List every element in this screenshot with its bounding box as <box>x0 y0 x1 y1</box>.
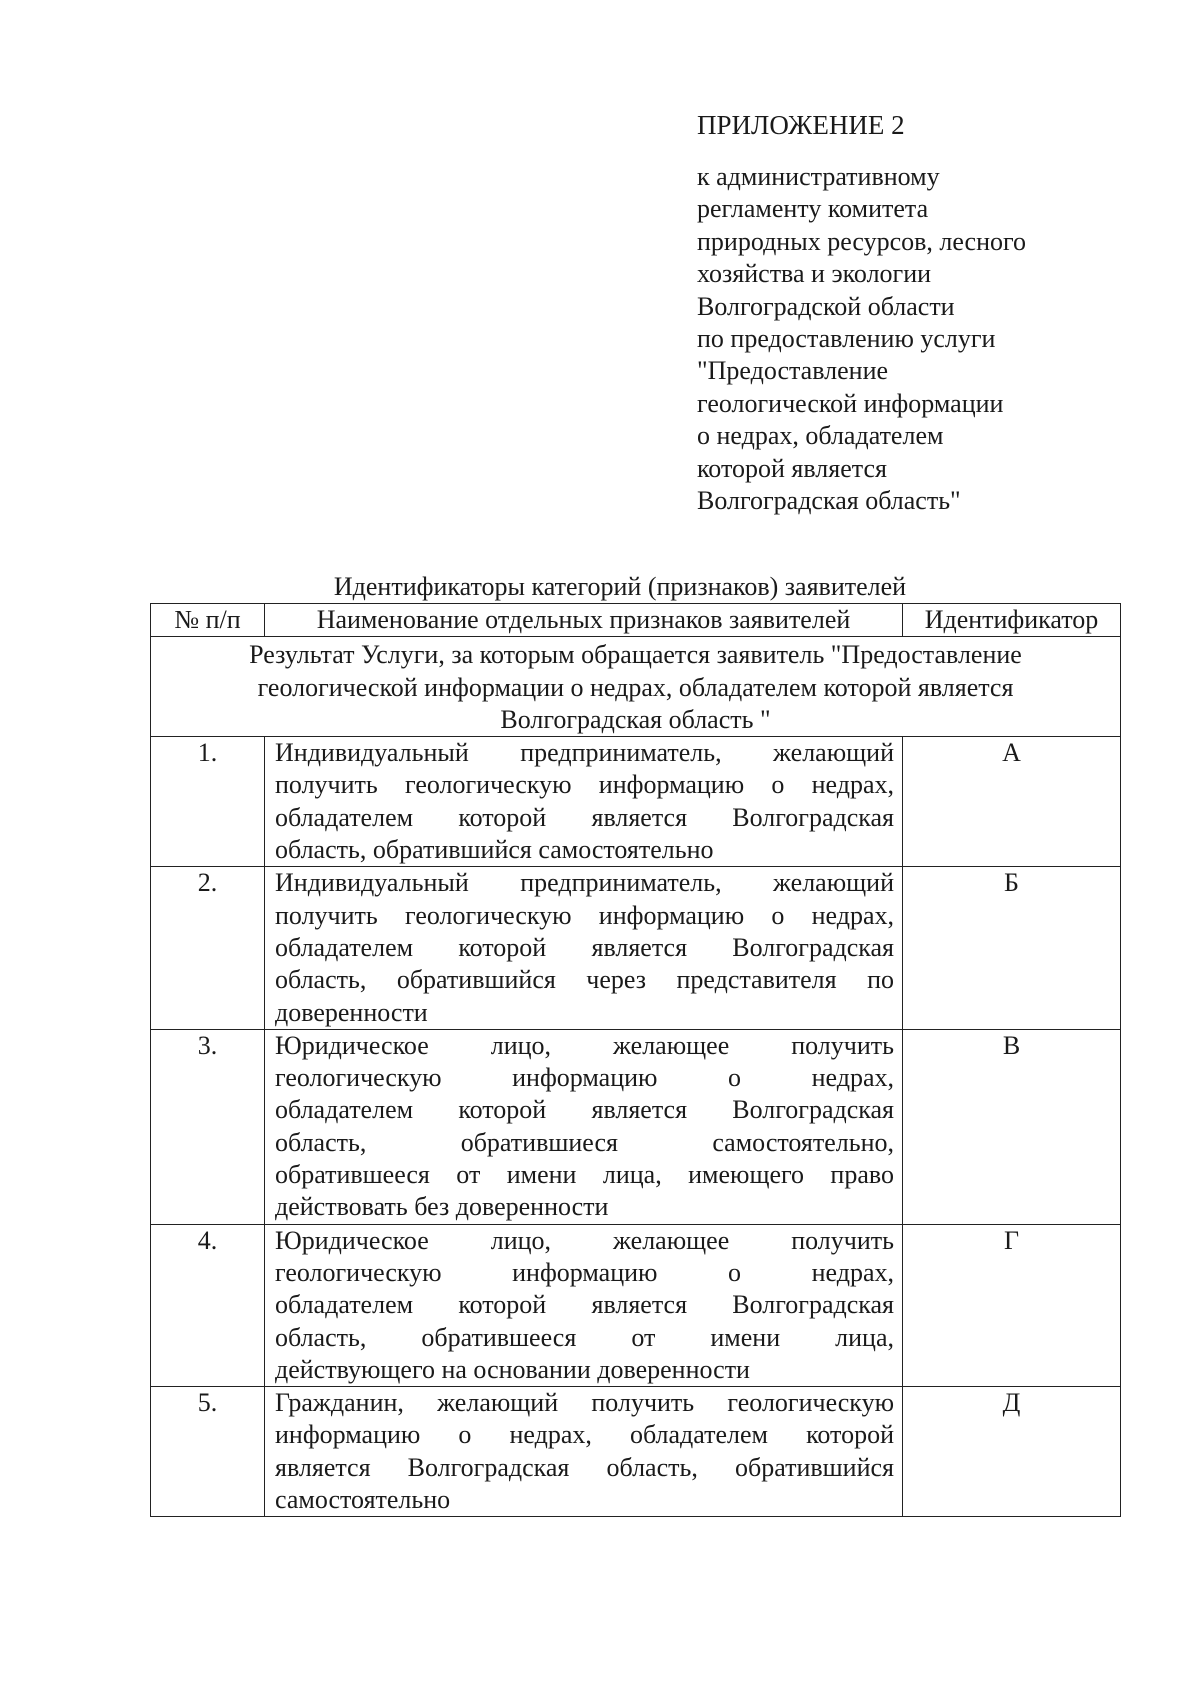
description-line: Индивидуальный предприниматель, желающий <box>275 868 894 898</box>
appendix-line: по предоставлению услуги <box>697 324 996 354</box>
description-line: обратившееся от имени лица, имеющего право <box>275 1160 894 1190</box>
row-number: 2. <box>151 867 265 1029</box>
appendix-line: Волгоградская область" <box>697 486 961 516</box>
row-description <box>265 737 903 867</box>
table-caption: Идентификаторы категорий (признаков) заявителей <box>333 572 907 601</box>
appendix-line: геологической информации <box>697 388 1004 418</box>
table-row <box>151 867 1121 1029</box>
appendix-line: природных ресурсов, лесного <box>697 226 1027 256</box>
appendix-line: "Предоставление <box>697 356 889 386</box>
applicant-categories-table <box>150 603 1121 1517</box>
header-number: № п/п <box>151 604 265 637</box>
header-name: Наименование отдельных признаков заявителей <box>265 604 903 637</box>
appendix-line: хозяйства и экологии <box>697 259 932 289</box>
table-row <box>151 1029 1121 1224</box>
row-description <box>265 1224 903 1386</box>
description-line: Юридическое лицо, желающее получить <box>275 1030 894 1060</box>
appendix-line: которой является <box>697 453 887 483</box>
row-number: 1. <box>151 737 265 867</box>
description-line: область, обратившийся самостоятельно <box>275 835 714 865</box>
row-number: 4. <box>151 1224 265 1386</box>
appendix-block <box>697 107 1137 517</box>
description-line: обладателем которой является Волгоградская <box>275 1095 894 1125</box>
row-identifier: Г <box>903 1224 1121 1386</box>
description-line: действующего на основании доверенности <box>275 1354 750 1384</box>
description-line: доверенности <box>275 997 428 1027</box>
row-number: 3. <box>151 1029 265 1224</box>
description-line: Юридическое лицо, желающее получить <box>275 1225 894 1255</box>
description-line: самостоятельно <box>275 1485 451 1515</box>
row-identifier: В <box>903 1029 1121 1224</box>
row-description <box>265 1387 903 1517</box>
description-line: является Волгоградская область, обратившийся <box>275 1452 894 1482</box>
table-header-row <box>151 604 1121 637</box>
description-line: действовать без доверенности <box>275 1192 609 1222</box>
table-row <box>151 1387 1121 1517</box>
description-line: область, обратившиеся самостоятельно, <box>275 1127 894 1157</box>
description-line: обладателем которой является Волгоградская <box>275 1290 894 1320</box>
row-identifier: Б <box>903 867 1121 1029</box>
appendix-line: о недрах, обладателем <box>697 421 944 451</box>
description-line: область, обратившийся через представителя по <box>275 965 894 995</box>
service-result-cell: Результат Услуги, за которым обращается заявитель "Предоставление геологической информации о недрах, обладателем которой является Волгоградская область " <box>151 637 1121 737</box>
row-identifier: Д <box>903 1387 1121 1517</box>
appendix-line: регламенту комитета <box>697 194 929 224</box>
description-line: геологическую информацию о недрах, <box>275 1257 894 1287</box>
description-line: Гражданин, желающий получить геологическую <box>275 1388 894 1418</box>
table-row <box>151 1224 1121 1386</box>
description-line: обладателем которой является Волгоградская <box>275 932 894 962</box>
description-line: обладателем которой является Волгоградская <box>275 802 894 832</box>
appendix-line: к административному <box>697 162 940 191</box>
row-number: 5. <box>151 1387 265 1517</box>
description-line: область, обратившееся от имени лица, <box>275 1322 894 1352</box>
header-identifier: Идентификатор <box>903 604 1121 637</box>
description-line: Индивидуальный предприниматель, желающий <box>275 738 894 768</box>
result-row <box>151 637 1121 737</box>
appendix-title: ПРИЛОЖЕНИЕ 2 <box>697 110 905 140</box>
row-identifier: А <box>903 737 1121 867</box>
description-line: получить геологическую информацию о недрах, <box>275 900 894 930</box>
row-description <box>265 867 903 1029</box>
row-description <box>265 1029 903 1224</box>
description-line: получить геологическую информацию о недрах, <box>275 770 894 800</box>
description-line: геологическую информацию о недрах, <box>275 1063 894 1093</box>
table-row <box>151 737 1121 867</box>
description-line: информацию о недрах, обладателем которой <box>275 1420 894 1450</box>
appendix-line: Волгоградской области <box>697 291 955 321</box>
